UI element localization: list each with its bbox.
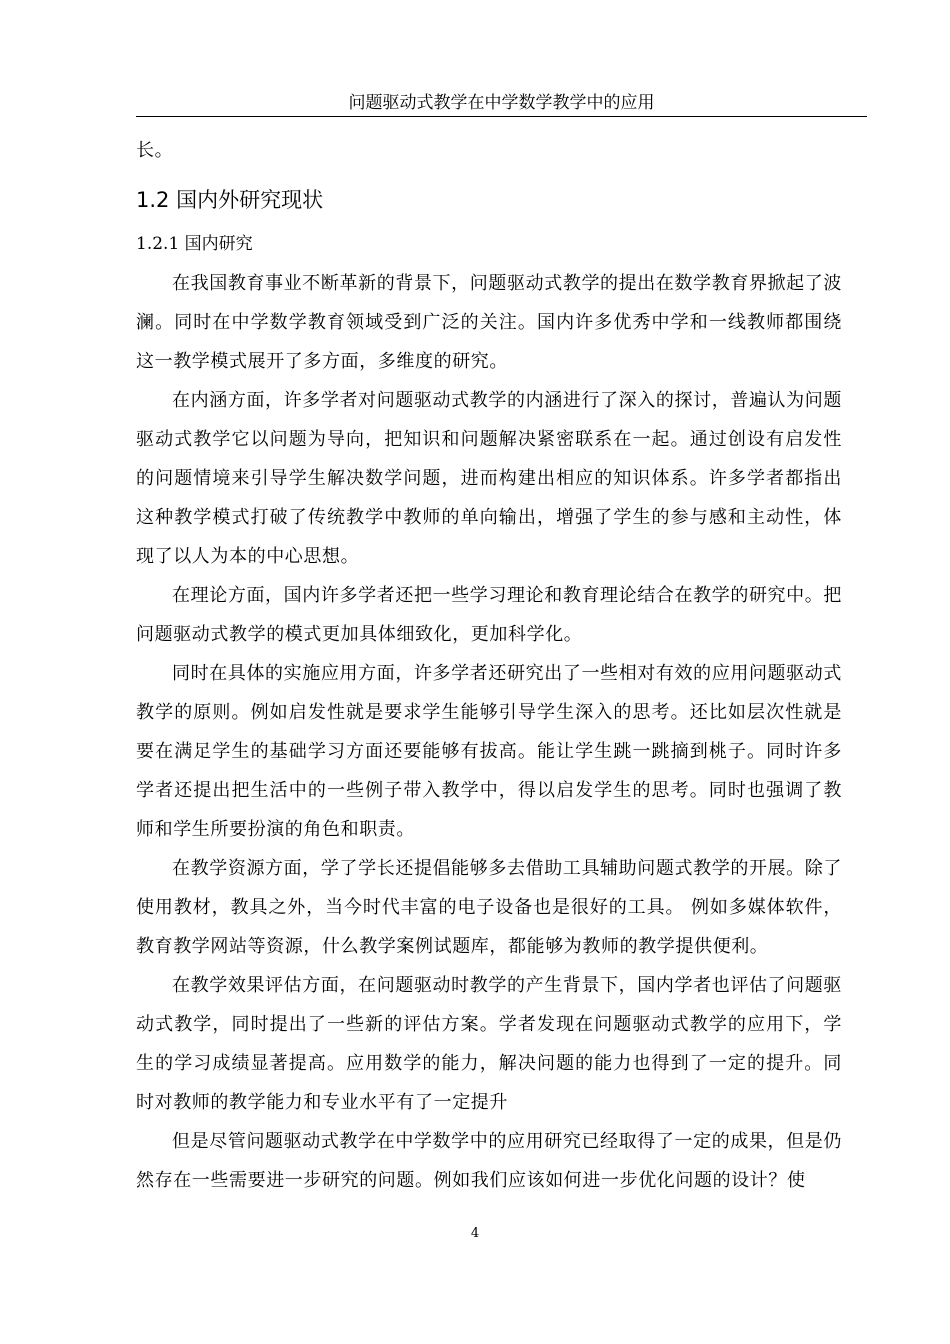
paragraph: 在我国教育事业不断革新的背景下，问题驱动式教学的提出在数学教育界掀起了波澜。同时在中学数学教育领域受到广泛的关注。国内许多优秀中学和一线教师都围绕这一教学模式展开了多方面，多维度的研究。 <box>136 273 842 372</box>
paragraph: 在理论方面，国内许多学者还把一些学习理论和教育理论结合在教学的研究中。把问题驱动式教学的模式更加具体细致化，更加科学化。 <box>136 585 842 645</box>
paragraph: 在教学效果评估方面，在问题驱动时教学的产生背景下，国内学者也评估了问题驱动式教学，同时提出了一些新的评估方案。学者发现在问题驱动式教学的应用下，学生的学习成绩显著提高。应用数学的能力，解决问题的能力也得到了一定的提升。同时对教师的教学能力和专业水平有了一定提升 <box>136 975 842 1113</box>
body-text <box>136 131 842 1200</box>
paragraph: 在教学资源方面，学了学长还提倡能够多去借助工具辅助问题式教学的开展。除了使用教材，教具之外，当今时代丰富的电子设备也是很好的工具。 例如多媒体软件，教育教学网站等资源，什么教学案例试题库，都能够为教师的教学提供便利。 <box>136 858 842 957</box>
subsection-heading: 1.2.1 国内研究 <box>136 234 253 254</box>
paragraph: 在内涵方面，许多学者对问题驱动式教学的内涵进行了深入的探讨，普遍认为问题驱动式教学它以问题为导向，把知识和问题解决紧密联系在一起。通过创设有启发性的问题情境来引导学生解决数学问题，进而构建出相应的知识体系。许多学者都指出这种教学模式打破了传统教学中教师的单向输出，增强了学生的参与感和主动性，体现了以人为本的中心思想。 <box>136 390 842 567</box>
section-heading: 1.2 国内外研究现状 <box>136 188 324 212</box>
continuation-text: 长。 <box>136 140 174 161</box>
running-header: 问题驱动式教学在中学数学教学中的应用 <box>348 93 655 113</box>
paragraph: 但是尽管问题驱动式教学在中学数学中的应用研究已经取得了一定的成果，但是仍然存在一些需要进一步研究的问题。例如我们应该如何进一步优化问题的设计？使 <box>136 1131 842 1191</box>
page-number: 4 <box>470 1226 480 1241</box>
paragraph: 同时在具体的实施应用方面，许多学者还研究出了一些相对有效的应用问题驱动式教学的原则。例如启发性就是要求学生能够引导学生深入的思考。还比如层次性就是要在满足学生的基础学习方面还要能够有拔高。能让学生跳一跳摘到桃子。同时许多学者还提出把生活中的一些例子带入教学中，得以启发学生的思考。同时也强调了教师和学生所要扮演的角色和职责。 <box>136 663 842 840</box>
header-rule <box>136 116 867 117</box>
